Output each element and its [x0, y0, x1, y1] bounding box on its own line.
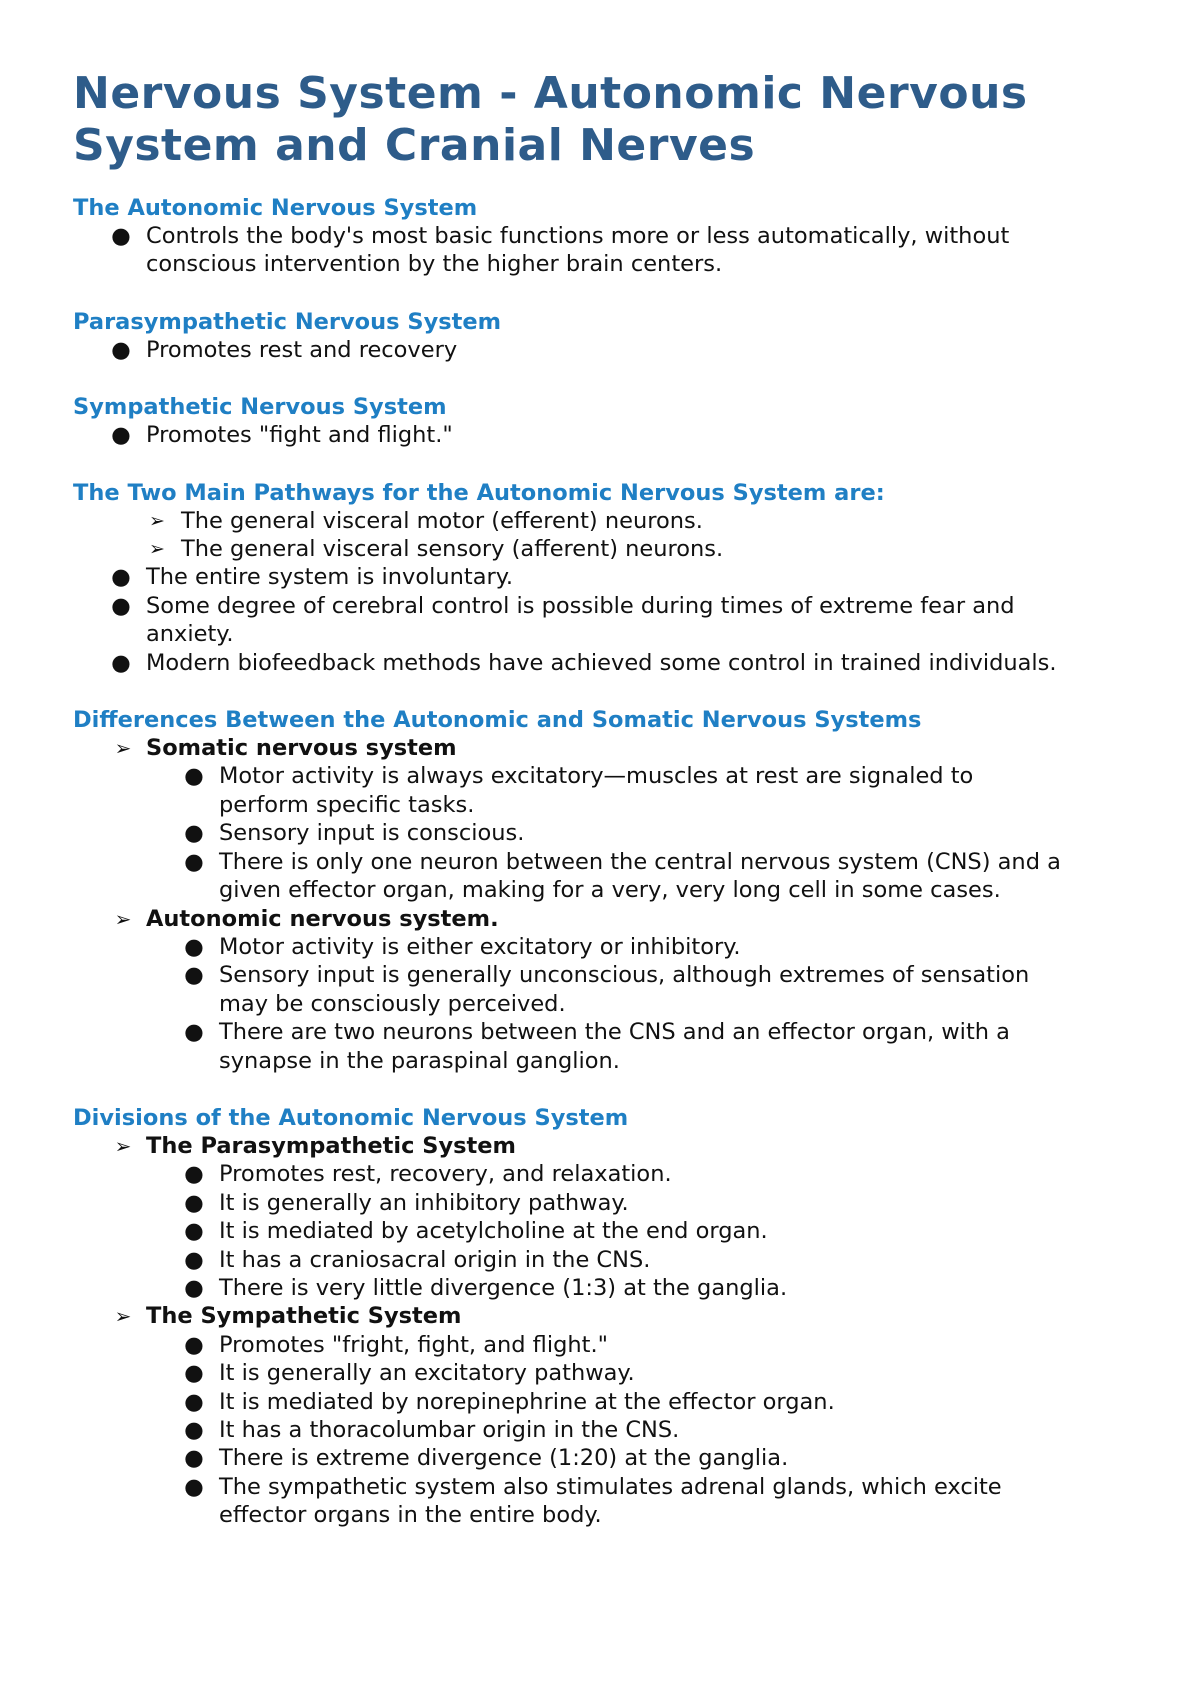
list-item: ● Motor activity is either excitatory or inhibitory. — [73, 933, 1143, 961]
list-item: ● Controls the body's most basic functions more or less automatically, without — [73, 222, 1143, 250]
bullet-icon: ● — [111, 649, 131, 676]
section-divisions-autonomic — [73, 1104, 1143, 1530]
list-item: ● It is generally an excitatory pathway. — [73, 1359, 1143, 1387]
list-item: ● Sensory input is generally unconscious, although extremes of sensation — [73, 961, 1143, 989]
title-line-1: Nervous System - Autonomic Nervous — [73, 68, 1028, 119]
list-item-continuation: perform specific tasks. — [219, 791, 475, 818]
bullet-icon: ● — [111, 564, 131, 591]
bullet-icon: ● — [111, 336, 131, 363]
list-item: ● Modern biofeedback methods have achieved some control in trained individuals. — [73, 649, 1143, 677]
list-item: ● It has a craniosacral origin in the CNS. — [73, 1246, 1143, 1274]
section-heading: Differences Between the Autonomic and Somatic Nervous Systems — [73, 707, 922, 734]
document-page — [73, 68, 1143, 1530]
section-heading: Sympathetic Nervous System — [73, 394, 447, 421]
list-item: ● It has a thoracolumbar origin in the CNS. — [73, 1416, 1143, 1444]
bullet-icon: ● — [184, 1388, 204, 1415]
bullet-icon: ● — [184, 1019, 204, 1046]
section-heading: Parasympathetic Nervous System — [73, 308, 502, 335]
bullet-icon: ● — [184, 1417, 204, 1443]
list-item: ● There is extreme divergence (1:20) at the ganglia. — [73, 1444, 1143, 1472]
list-item: ● The entire system is involuntary. — [73, 563, 1143, 591]
section-two-main-pathways — [73, 479, 1143, 677]
section-heading: The Autonomic Nervous System — [73, 195, 478, 221]
list-item-continuation: anxiety. — [146, 621, 234, 648]
bullet-icon: ● — [184, 962, 204, 989]
list-item: ● It is mediated by acetylcholine at the end organ. — [73, 1217, 1143, 1245]
bullet-icon: ● — [184, 1218, 204, 1245]
section-heading: Divisions of the Autonomic Nervous System — [73, 1104, 629, 1131]
subheading-autonomic: ➢ Autonomic nervous system. — [73, 905, 1143, 933]
list-item: ● There is very little divergence (1:3) at the ganglia. — [73, 1274, 1143, 1302]
bullet-icon: ● — [184, 763, 204, 790]
bullet-icon: ● — [184, 1331, 204, 1358]
subheading-somatic: ➢ Somatic nervous system — [73, 734, 1143, 762]
bullet-icon: ● — [184, 1246, 204, 1273]
bullet-icon: ● — [184, 848, 204, 875]
arrowhead-bullet-icon: ➢ — [149, 509, 165, 532]
bullet-icon: ● — [184, 1360, 204, 1387]
bullet-icon: ● — [184, 1473, 204, 1500]
arrowhead-bullet-icon: ➢ — [114, 906, 132, 931]
list-item-continuation: effector organs in the entire body. — [219, 1502, 602, 1529]
bullet-icon: ● — [111, 223, 131, 249]
list-item-continuation: conscious intervention by the higher brain centers. — [146, 251, 723, 278]
section-heading: The Two Main Pathways for the Autonomic Nervous System are: — [73, 479, 885, 506]
list-item-continuation: may be consciously perceived. — [219, 990, 566, 1017]
subheading-sympathetic: ➢ The Sympathetic System — [73, 1302, 1143, 1330]
list-item-continuation: given effector organ, making for a very, very long cell in some cases. — [219, 877, 1001, 904]
document-title — [73, 68, 1143, 172]
list-item: ➢ The general visceral motor (efferent) neurons. — [73, 507, 1143, 535]
list-item: ● Some degree of cerebral control is possible during times of extreme fear and — [73, 592, 1143, 620]
list-item: ● There are two neurons between the CNS and an effector organ, with a — [73, 1018, 1143, 1046]
arrowhead-bullet-icon: ➢ — [149, 538, 165, 561]
list-item: ● The sympathetic system also stimulates adrenal glands, which excite — [73, 1473, 1143, 1501]
list-item: ➢ The general visceral sensory (afferent) neurons. — [73, 535, 1143, 563]
bullet-icon: ● — [184, 1161, 204, 1188]
list-item-continuation: synapse in the paraspinal ganglion. — [219, 1047, 620, 1074]
section-differences-autonomic-somatic — [73, 706, 1143, 1075]
list-item: ● Promotes "fright, fight, and flight." — [73, 1331, 1143, 1359]
section-parasympathetic-nervous-system — [73, 308, 1143, 364]
bullet-icon: ● — [184, 1274, 204, 1301]
arrowhead-bullet-icon: ➢ — [114, 1133, 132, 1158]
list-item: ● It is mediated by norepinephrine at the effector organ. — [73, 1388, 1143, 1416]
bullet-icon: ● — [184, 933, 204, 960]
list-item: ● Sensory input is conscious. — [73, 819, 1143, 847]
section-autonomic-nervous-system — [73, 194, 1143, 279]
list-item: ● It is generally an inhibitory pathway. — [73, 1189, 1143, 1217]
list-item: ● There is only one neuron between the central nervous system (CNS) and a — [73, 848, 1143, 876]
list-item: ● Promotes rest, recovery, and relaxation. — [73, 1160, 1143, 1188]
list-item: ● Promotes rest and recovery — [73, 336, 1143, 364]
arrowhead-bullet-icon: ➢ — [114, 736, 132, 761]
arrowhead-bullet-icon: ➢ — [114, 1304, 132, 1329]
subheading-parasympathetic: ➢ The Parasympathetic System — [73, 1132, 1143, 1160]
list-item: ● Motor activity is always excitatory—muscles at rest are signaled to — [73, 762, 1143, 790]
title-line-2: System and Cranial Nerves — [73, 120, 756, 171]
bullet-icon: ● — [111, 422, 131, 449]
section-sympathetic-nervous-system — [73, 393, 1143, 449]
bullet-icon: ● — [184, 1445, 204, 1472]
list-item: ● Promotes "fight and flight." — [73, 421, 1143, 449]
bullet-icon: ● — [184, 1189, 204, 1216]
bullet-icon: ● — [184, 820, 204, 847]
bullet-icon: ● — [111, 592, 131, 619]
